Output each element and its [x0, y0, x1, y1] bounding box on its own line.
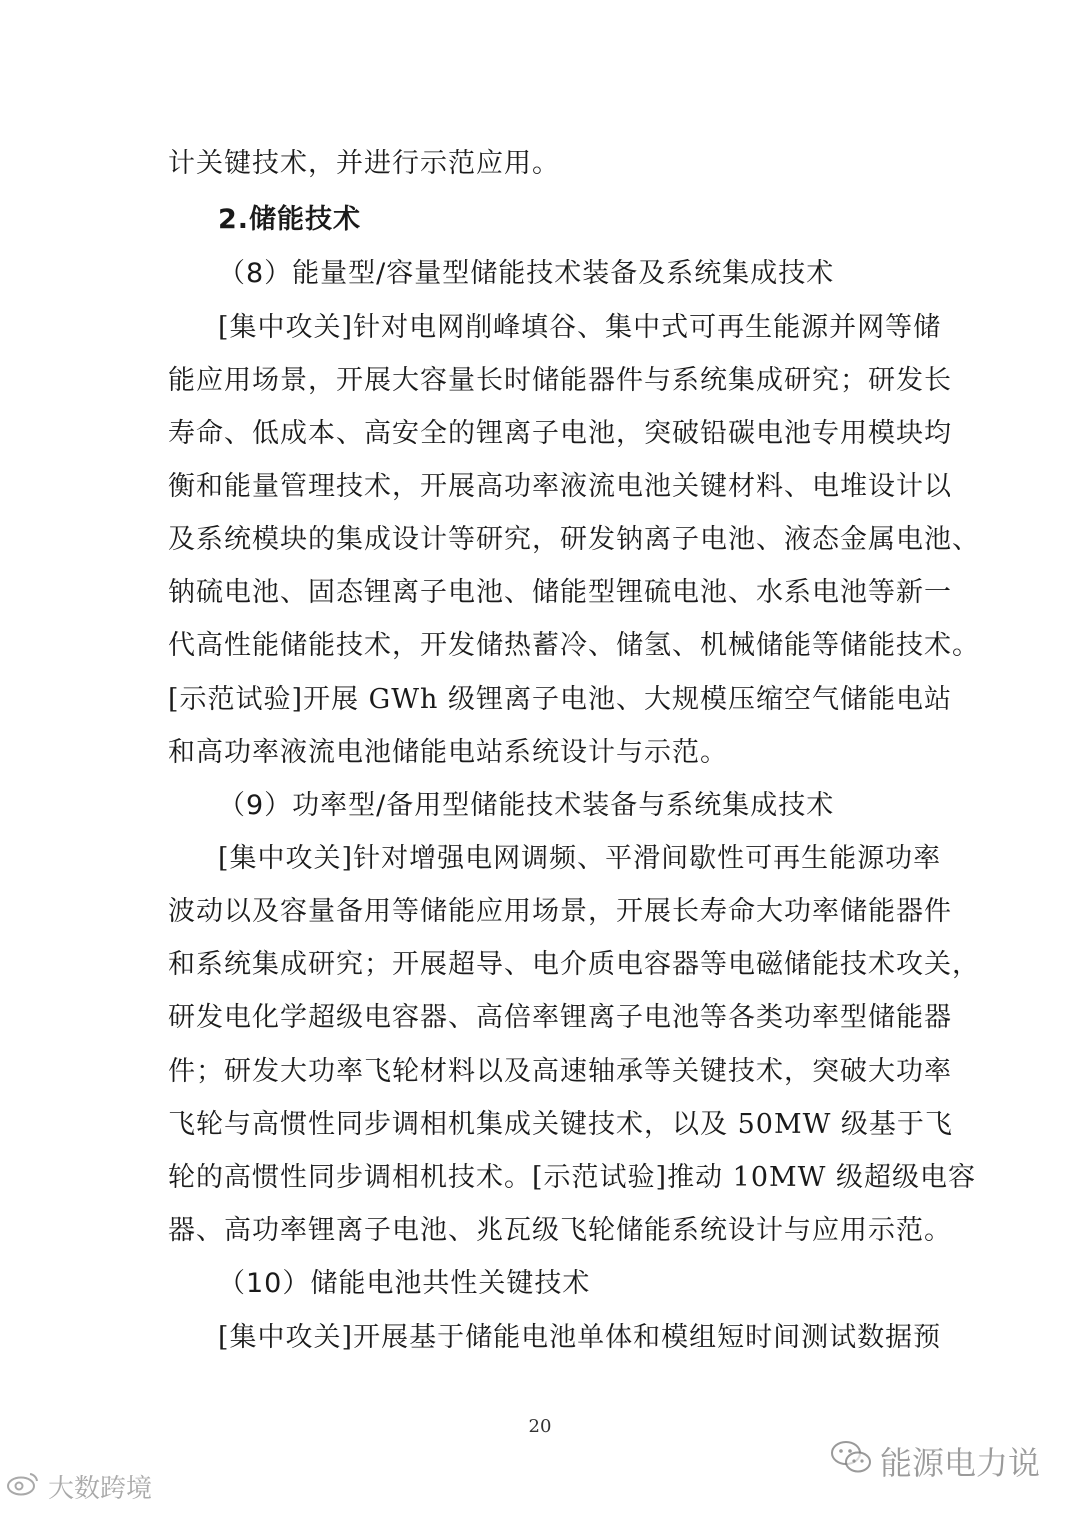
subsection-heading-9: （9）功率型/备用型储能技术装备与系统集成技术	[218, 790, 835, 821]
paragraph-line: [集中攻关]开展基于储能电池单体和模组短时间测试数据预	[218, 1322, 942, 1353]
paragraph-line: 能应用场景，开展大容量长时储能器件与系统集成研究；研发长	[168, 365, 952, 396]
paragraph-line: [集中攻关]针对增强电网调频、平滑间歇性可再生能源功率	[218, 843, 942, 874]
line-1: 计关键技术，并进行示范应用。	[168, 148, 560, 179]
subsection-heading-10: （10）储能电池共性关键技术	[218, 1268, 591, 1299]
paragraph-line: 件；研发大功率飞轮材料以及高速轴承等关键技术，突破大功率	[168, 1056, 952, 1087]
paragraph-line: 器、高功率锂离子电池、兆瓦级飞轮储能系统设计与应用示范。	[168, 1215, 952, 1246]
paragraph-line: [集中攻关]针对电网削峰填谷、集中式可再生能源并网等储	[218, 312, 942, 343]
subsection-heading-8: （8）能量型/容量型储能技术装备及系统集成技术	[218, 258, 835, 289]
paragraph-line: 轮的高惯性同步调相机技术。[示范试验]推动 10MW 级超级电容	[168, 1162, 976, 1193]
section-heading: 2.储能技术	[218, 204, 362, 235]
watermark-left	[6, 1468, 152, 1505]
watermark-right	[830, 1438, 1040, 1484]
paragraph-line: 寿命、低成本、高安全的锂离子电池，突破铅碳电池专用模块均	[168, 418, 952, 449]
paragraph-line: [示范试验]开展 GWh 级锂离子电池、大规模压缩空气储能电站	[168, 684, 952, 715]
paragraph-line: 研发电化学超级电容器、高倍率锂离子电池等各类功率型储能器	[168, 1002, 952, 1033]
paragraph-line: 钠硫电池、固态锂离子电池、储能型锂硫电池、水系电池等新一	[168, 577, 952, 608]
paragraph-line: 衡和能量管理技术，开展高功率液流电池关键材料、电堆设计以	[168, 471, 952, 502]
paragraph-line: 波动以及容量备用等储能应用场景，开展长寿命大功率储能器件	[168, 896, 952, 927]
watermark-right-text: 能源电力说	[879, 1444, 1040, 1482]
paragraph-line: 和系统集成研究；开展超导、电介质电容器等电磁储能技术攻关，	[168, 949, 980, 980]
paragraph-line: 飞轮与高惯性同步调相机集成关键技术，以及 50MW 级基于飞	[168, 1109, 953, 1140]
watermark-left-text: 大数跨境	[48, 1474, 153, 1504]
wechat-icon	[830, 1440, 872, 1482]
paragraph-line: 代高性能储能技术，开发储热蓄冷、储氢、机械储能等储能技术。	[168, 630, 980, 661]
paragraph-line: 及系统模块的集成设计等研究，研发钠离子电池、液态金属电池、	[168, 524, 980, 555]
paragraph-line: 和高功率液流电池储能电站系统设计与示范。	[168, 737, 728, 768]
weibo-icon	[6, 1470, 40, 1503]
page-number: 20	[528, 1416, 552, 1437]
